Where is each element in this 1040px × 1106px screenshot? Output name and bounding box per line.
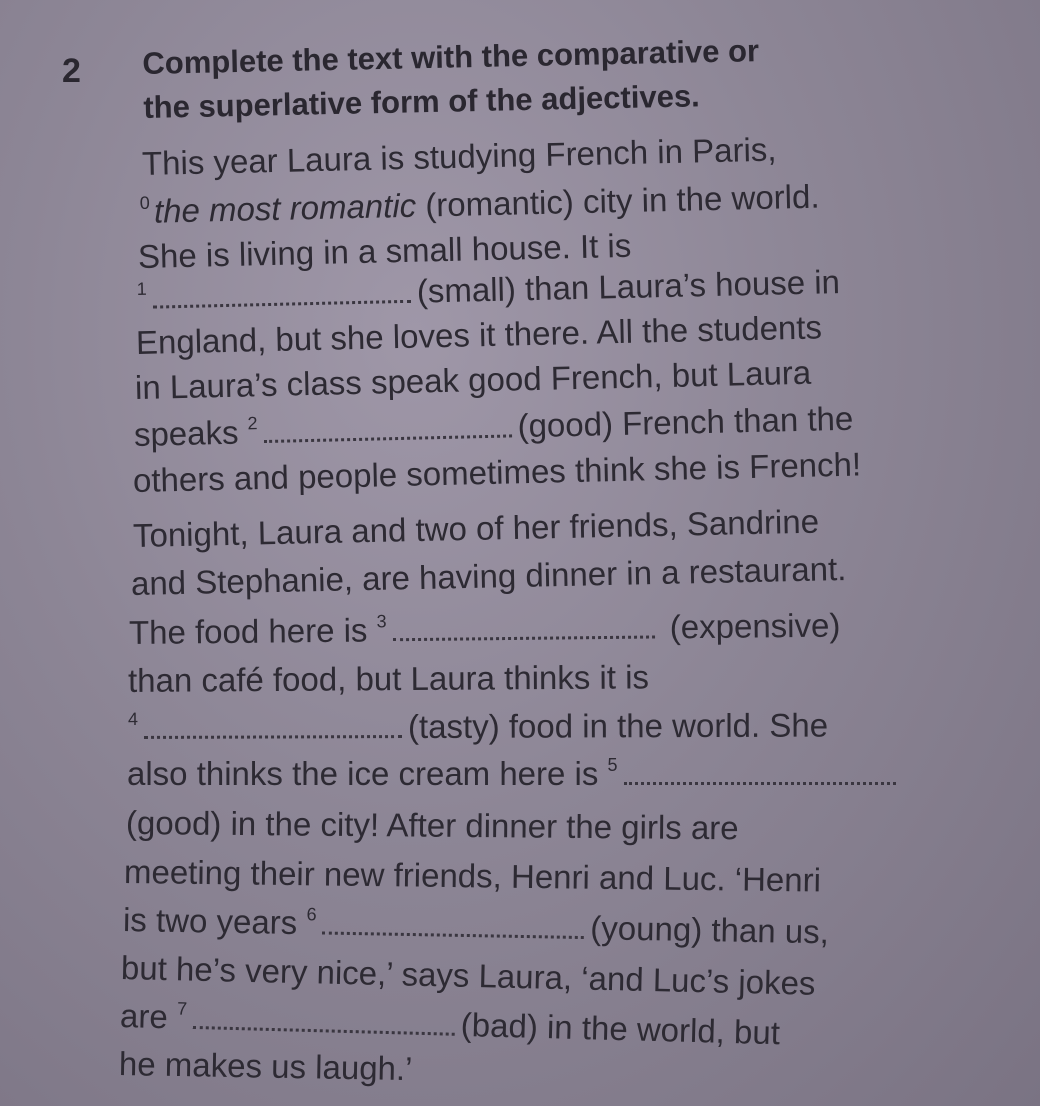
exercise-instruction xyxy=(142,26,904,130)
item-marker: 6 xyxy=(306,904,317,925)
text-line: England, but she loves it there. All the students xyxy=(135,308,823,361)
text-line: Tonight, Laura and two of her friends, Sandrine xyxy=(132,502,820,554)
instruction-line-2: the superlative form of the adjectives. xyxy=(143,78,701,125)
item-marker: 1 xyxy=(136,278,147,300)
text-line: This year Laura is studying French in Paris, xyxy=(141,130,777,182)
text-line: $^0$ the most romantic (romantic) city in the world. xyxy=(139,177,820,230)
answer-blank-4[interactable] xyxy=(144,709,402,739)
text-line: but he’s very nice,’ says Laura, ‘and Luc’s jokes xyxy=(120,949,816,1002)
text-line: and Stephanie, are having dinner in a restaurant. xyxy=(130,550,847,602)
text-line: meeting their new friends, Henri and Luc. ‘Henri xyxy=(123,853,822,899)
answer-blank-7[interactable] xyxy=(193,1000,456,1036)
example-answer: the most romantic xyxy=(153,186,417,230)
text-line: also thinks the ice cream here is $^5$ xyxy=(127,754,902,799)
item-marker: 7 xyxy=(176,998,188,1019)
text-line: are $^7$ (bad) in the world, but xyxy=(119,997,781,1052)
text-line: The food here is $^3$ (expensive) xyxy=(128,606,841,651)
text-line: $^1$ (small) than Laura’s house in xyxy=(136,263,841,310)
answer-blank-5[interactable] xyxy=(624,756,896,785)
item-marker: 5 xyxy=(607,755,618,775)
text-line: speaks $^2$ (good) French than the xyxy=(133,399,854,453)
item-marker: 0 xyxy=(139,192,150,214)
text-line: $^4$ (tasty) food in the world. She xyxy=(127,706,829,746)
answer-blank-2[interactable] xyxy=(263,408,512,443)
exercise-number: 2 xyxy=(62,52,81,90)
answer-blank-6[interactable] xyxy=(322,905,584,939)
answer-blank-1[interactable] xyxy=(153,274,412,309)
text-line: She is living in a small house. It is xyxy=(137,226,632,275)
item-marker: 4 xyxy=(127,708,139,729)
text-line: than café food, but Laura thinks it is xyxy=(127,658,650,699)
item-marker: 3 xyxy=(376,611,387,632)
instruction-line-1: Complete the text with the comparative or xyxy=(142,33,760,81)
answer-blank-3[interactable] xyxy=(392,609,654,641)
text-line: he makes us laugh.’ xyxy=(118,1045,413,1088)
text-line: others and people sometimes think she is French! xyxy=(132,445,862,499)
text-line: in Laura’s class speak good French, but Laura xyxy=(134,353,812,406)
item-marker: 2 xyxy=(247,413,258,434)
text-line: (good) in the city! After dinner the girls are xyxy=(125,804,739,847)
text-line: is two years $^6$ (young) than us, xyxy=(122,901,830,951)
